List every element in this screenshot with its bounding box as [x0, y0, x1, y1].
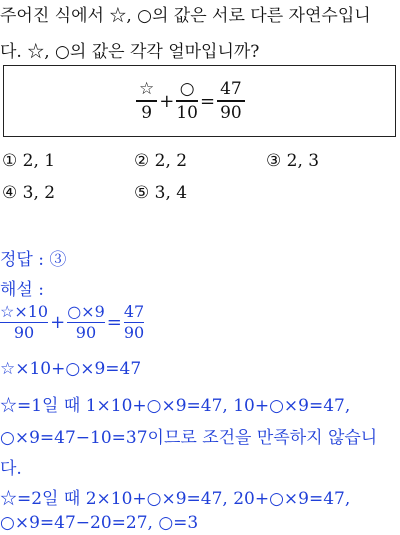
choice-text: 3, 4: [154, 183, 188, 203]
fraction-numerator: ☆: [139, 79, 155, 100]
equals-sign: =: [199, 90, 216, 112]
plus-sign: +: [50, 312, 66, 334]
solution-line-2: ☆=1일 때 1×10+○×9=47, 10+○×9=47,: [0, 396, 351, 416]
question-line-1: 주어진 식에서 ☆, ○의 값은 서로 다른 자연수입니: [0, 6, 371, 26]
fraction-numerator: ○×9: [67, 302, 105, 321]
solution-fraction-equation: [0, 302, 144, 343]
choice-3[interactable]: [266, 151, 319, 171]
choice-mark: ③: [266, 151, 282, 171]
choice-text: 2, 3: [286, 151, 320, 171]
fraction-denominator: 90: [75, 323, 97, 343]
choice-mark: ④: [2, 183, 18, 203]
solution-heading: 해설 :: [0, 280, 44, 300]
fraction-denominator: 90: [220, 102, 242, 123]
choice-5[interactable]: [134, 183, 187, 203]
choice-text: 2, 2: [154, 151, 188, 171]
equation: [136, 76, 245, 126]
fraction-47-over-90: [217, 78, 245, 123]
solution-line-6: ○×9=47−20=27, ○=3: [0, 513, 199, 533]
plus-sign: +: [159, 90, 175, 112]
fraction-star-over-9: [136, 78, 157, 123]
choice-1[interactable]: [2, 151, 55, 171]
fraction-denominator: 90: [13, 323, 35, 343]
choice-text: 2, 1: [22, 151, 56, 171]
choice-mark: ⑤: [134, 183, 150, 203]
choice-text: 3, 2: [22, 183, 56, 203]
equation-box: [3, 65, 396, 137]
fraction-circle-over-10: [176, 78, 198, 123]
answer-label: 정답 : ③: [0, 250, 67, 270]
fraction-numerator: ☆×10: [0, 302, 49, 321]
solution-line-1: ☆×10+○×9=47: [0, 359, 142, 379]
equals-sign: =: [106, 312, 122, 334]
fraction-denominator: 90: [123, 323, 145, 343]
choice-mark: ①: [2, 151, 18, 171]
solution-line-3: ○×9=47−10=37이므로 조건을 만족하지 않습니: [0, 428, 378, 448]
solution-fraction-1: [0, 302, 48, 343]
question-line-2: 다. ☆, ○의 값은 각각 얼마입니까?: [0, 42, 260, 62]
choice-mark: ②: [134, 151, 150, 171]
solution-line-4: 다.: [0, 459, 22, 479]
solution-fraction-2: [67, 302, 105, 343]
fraction-numerator: ○: [179, 79, 195, 100]
choice-2[interactable]: [134, 151, 187, 171]
solution-line-5: ☆=2일 때 2×10+○×9=47, 20+○×9=47,: [0, 489, 351, 509]
fraction-numerator: 47: [123, 302, 145, 321]
fraction-numerator: 47: [220, 79, 242, 100]
solution-fraction-3: [124, 302, 144, 343]
choice-4[interactable]: [2, 183, 55, 203]
fraction-denominator: 9: [141, 102, 153, 123]
fraction-denominator: 10: [176, 102, 198, 123]
